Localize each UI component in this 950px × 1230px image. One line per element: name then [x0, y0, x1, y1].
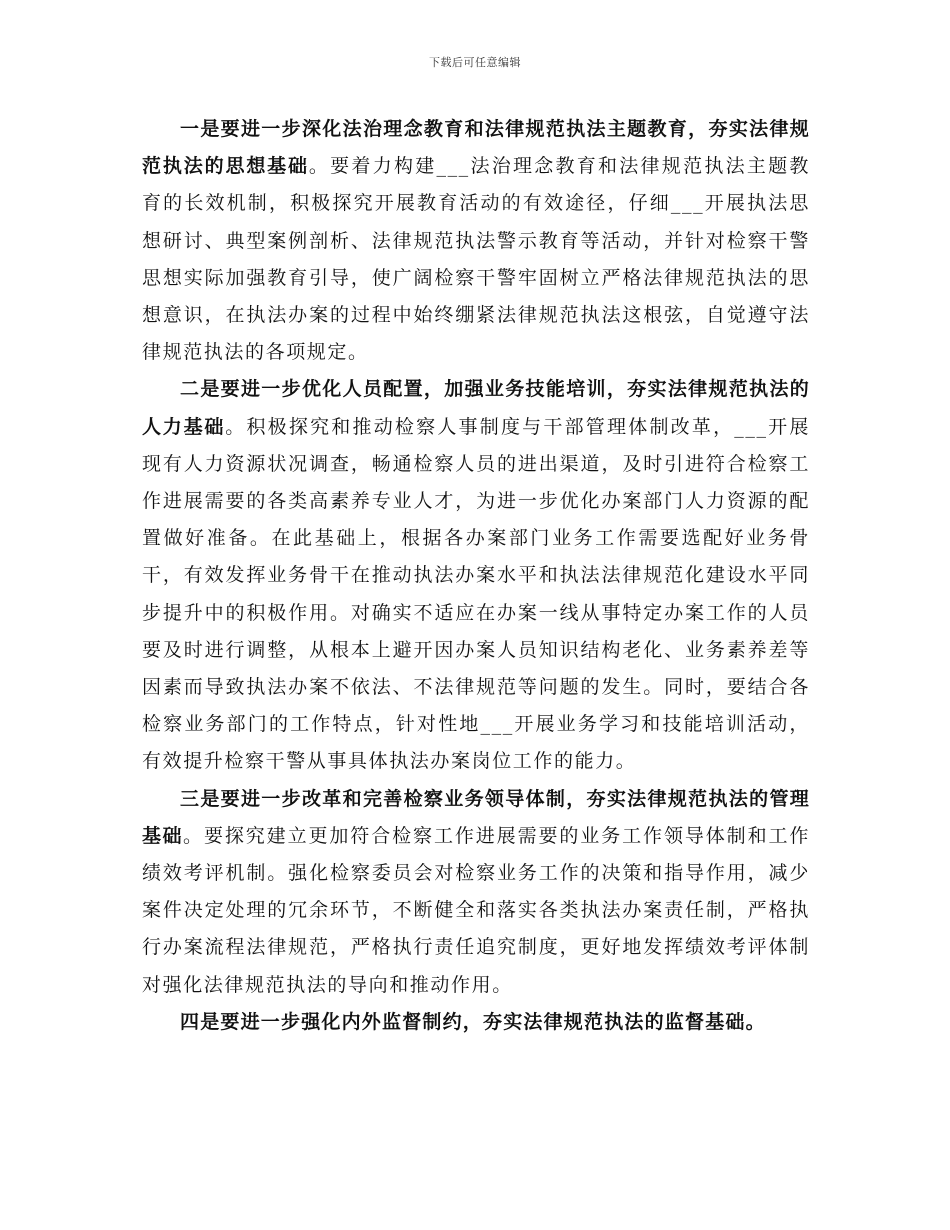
paragraph-1-heading: 一是要进一步深化法治理念教育和法律规范执法主题教育，夯实法律规范执法的思想基础	[142, 118, 810, 178]
paragraph-2-heading: 二是要进一步优化人员配置，加强业务技能培训，夯实法律规范执法的人力基础	[142, 378, 810, 438]
paragraph-1	[142, 111, 810, 371]
paragraph-2-text: 。积极探究和推动检察人事制度与干部管理体制改革，___开展现有人力资源状况调查，畅通检察人员的进出渠道，及时引进符合检察工作进展需要的各类高素养专业人才，为进一步优化办案部门人力资源的配置做好准备。在此基础上，根据各办案部门业务工作需要选配好业务骨干，有效发挥业务骨干在推动执法办案水平和执法法律规范化建设水平同步提升中的积极作用。对确实不适应在办案一线从事特定办案工作的人员要及时进行调整，从根本上避开因办案人员知识结构老化、业务素养差等因素而导致执法办案不依法、不法律规范等问题的发生。同时，要结合各检察业务部门的工作特点，针对性地___开展业务学习和技能培训活动，有效提升检察干警从事具体执法办案岗位工作的能力。	[142, 415, 810, 773]
paragraph-2	[142, 371, 810, 780]
paragraph-4-heading: 四是要进一步强化内外监督制约，夯实法律规范执法的监督基础。	[180, 1010, 766, 1033]
paragraph-4	[142, 1004, 810, 1041]
paragraph-3-heading: 三是要进一步改革和完善检察业务领导体制，夯实法律规范执法的管理基础	[142, 787, 810, 847]
paragraph-3-text: 。要探究建立更加符合检察工作进展需要的业务工作领导体制和工作绩效考评机制。强化检察委员会对检察业务工作的决策和指导作用，减少案件决定处理的冗余环节，不断健全和落实各类执法办案责任制，严格执行办案流程法律规范，严格执行责任追究制度，更好地发挥绩效考评体制对强化法律规范执法的导向和推动作用。	[142, 824, 810, 996]
page-header-note: 下载后可任意编辑	[429, 56, 521, 69]
paragraph-3	[142, 781, 810, 1004]
paragraph-1-text: 。要着力构建___法治理念教育和法律规范执法主题教育的长效机制，积极探究开展教育活动的有效途径，仔细___开展执法思想研讨、典型案例剖析、法律规范执法警示教育等活动，并针对检察干警思想实际加强教育引导，使广阔检察干警牢固树立严格法律规范执法的思想意识，在执法办案的过程中始终绷紧法律规范执法这根弦，自觉遵守法律规范执法的各项规定。	[142, 155, 810, 364]
document-body	[142, 111, 810, 1041]
